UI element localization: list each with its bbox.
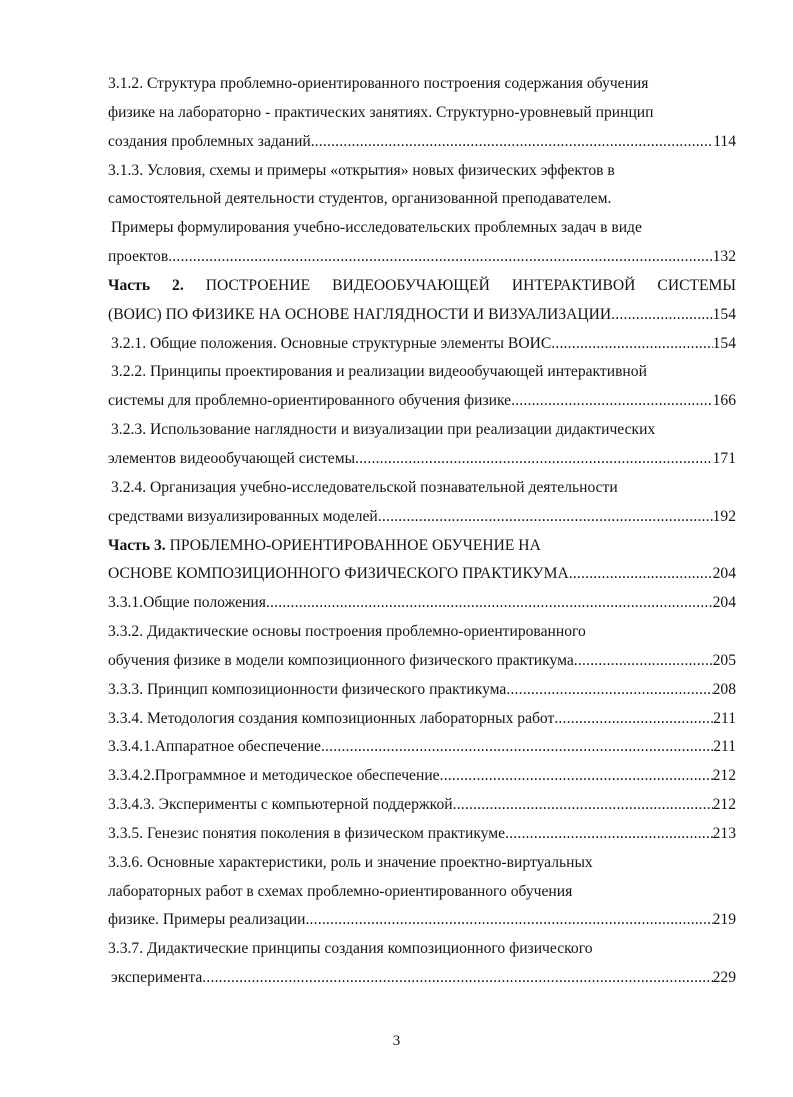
dot-leader: [506, 676, 712, 705]
dot-leader: [305, 906, 712, 935]
dot-leader: [315, 128, 714, 157]
toc-entry-3-3-6-line-1: 3.3.6. Основные характеристики, роль и значение проектно-виртуальных: [108, 853, 593, 871]
toc-entry-3-2-1-text: 3.2.1. Общие положения. Основные структурные элементы ВОИС: [111, 334, 552, 352]
dot-leader: [355, 445, 713, 474]
toc-entry-3-3-7-line-1: 3.3.7. Дидактические принципы создания композиционного физического: [108, 940, 593, 958]
dot-leader: [574, 647, 713, 676]
dot-leader: [440, 762, 713, 791]
toc-entry-3-3-4-3-page: 212: [712, 796, 736, 814]
toc-part-3-title: ПРОБЛЕМНО-ОРИЕНТИРОВАННОЕ ОБУЧЕНИЕ НА: [169, 536, 541, 554]
toc-entry-3-2-2-line-1: 3.2.2. Принципы проектирования и реализации видеообучающей интерактивной: [111, 363, 647, 381]
toc-entry-3-1-3-line-3: Примеры формулирования учебно-исследовательских проблемных задач в виде: [111, 219, 642, 237]
toc-entry-3-2-4-line-2: [108, 503, 736, 532]
dot-leader: [202, 964, 712, 993]
toc-entry-3-3-5-text: 3.3.5. Генезис понятия поколения в физическом практикуме: [108, 824, 506, 842]
toc-entry-3-3-4-3-text: 3.3.4.3. Эксперименты с компьютерной поддержкой: [108, 796, 453, 814]
toc-part-2-line-2: [108, 301, 736, 330]
toc-part-2-title-cont: (ВОИС) ПО ФИЗИКЕ НА ОСНОВЕ НАГЛЯДНОСТИ И ВИЗУАЛИЗАЦИИ: [108, 305, 612, 323]
toc-part-3-line-2: [108, 560, 736, 589]
toc-entry-3-2-4-text: средствами визуализированных моделей: [108, 507, 378, 525]
toc-entry-3-2-4-line-1: 3.2.4. Организация учебно-исследовательской познавательной деятельности: [111, 478, 618, 496]
toc-entry-3-3-4: [108, 705, 736, 734]
toc-entry-3-2-4-page: 192: [712, 507, 736, 525]
toc-part-3-title-cont: ОСНОВЕ КОМПОЗИЦИОННОГО ФИЗИЧЕСКОГО ПРАКТИКУМА: [108, 565, 569, 583]
toc-part-3-page: 204: [712, 565, 736, 583]
dot-leader: [378, 503, 713, 532]
toc-entry-3-3-4-page: 211: [713, 709, 736, 727]
toc-entry-3-3-3-page: 208: [712, 680, 736, 698]
toc-entry-3-3-5: [108, 820, 736, 849]
toc-part-2-line-1: [108, 272, 736, 301]
dot-leader: [569, 560, 713, 589]
toc-entry-3-2-1: [108, 330, 736, 359]
toc-entry-3-3-7-page: 229: [712, 969, 736, 987]
dot-leader: [551, 330, 712, 359]
toc-entry-3-3-1: [108, 589, 736, 618]
toc-part-2-title: ПОСТРОЕНИЕ ВИДЕООБУЧАЮЩЕЙ ИНТЕРАКТИВОЙ СИСТЕМЫ: [205, 276, 736, 294]
toc-entry-3-1-3-line-2: самостоятельной деятельности студентов, организованной преподавателем.: [108, 190, 612, 208]
toc-entry-3-3-7-line-2: [108, 964, 736, 993]
toc-entry-3-3-1-text: 3.3.1.Общие положения: [108, 594, 266, 612]
toc-entry-3-3-4-3: [108, 791, 736, 820]
dot-leader: [505, 820, 713, 849]
toc-entry-3-3-6-line-2: лабораторных работ в схемах проблемно-ориентированного обучения: [108, 882, 573, 900]
toc-entry-3-3-4-1: [108, 733, 736, 762]
toc-entry-3-3-3: [108, 676, 736, 705]
toc-entry-3-3-4-1-text: 3.3.4.1.Аппаратное обеспечение: [108, 738, 321, 756]
table-of-contents: [108, 70, 736, 993]
toc-entry-3-3-2-line-1: 3.3.2. Дидактические основы построения проблемно-ориентированного: [108, 623, 586, 641]
toc-entry-3-1-3-line-4: [108, 243, 736, 272]
dot-leader: [321, 733, 713, 762]
toc-entry-3-1-2-line-1: 3.1.2. Структура проблемно-ориентированного построения содержания обучения: [108, 75, 649, 92]
toc-entry-3-3-4-2-text: 3.3.4.2.Программное и методическое обеспечение: [108, 767, 440, 785]
toc-entry-3-1-2-page: 114: [713, 132, 736, 150]
toc-entry-3-3-6-text: физике. Примеры реализации: [108, 911, 306, 929]
toc-entry-3-1-3-page: 132: [712, 248, 736, 266]
toc-entry-3-2-3-line-1: 3.2.3. Использование наглядности и визуализации при реализации дидактических: [111, 421, 656, 439]
dot-leader: [168, 243, 712, 272]
toc-part-2-label: Часть 2.: [108, 276, 184, 294]
toc-entry-3-3-6-line-3: [108, 906, 736, 935]
toc-entry-3-3-4-text: 3.3.4. Методология создания композиционных лабораторных работ: [108, 709, 555, 727]
dot-leader: [266, 589, 713, 618]
toc-entry-3-2-2-line-2: [108, 387, 736, 416]
toc-entry-3-1-2-line-2: физике на лабораторно - практических занятиях. Структурно-уровневый принцип: [108, 103, 654, 121]
page-number: 3: [392, 1033, 401, 1049]
dot-leader: [554, 705, 713, 734]
toc-entry-3-3-3-text: 3.3.3. Принцип композиционности физического практикума: [108, 680, 507, 698]
toc-entry-3-3-4-2-page: 212: [712, 767, 736, 785]
toc-entry-3-3-4-2: [108, 762, 736, 791]
toc-entry-3-3-2-text: обучения физике в модели композиционного физического практикума: [108, 651, 574, 669]
toc-entry-3-3-2-page: 205: [712, 651, 736, 669]
toc-entry-3-1-2-text: создания проблемных заданий.: [108, 132, 315, 150]
toc-part-2-page: 154: [712, 305, 736, 323]
toc-entry-3-2-1-page: 154: [712, 334, 736, 352]
toc-entry-3-3-1-page: 204: [712, 594, 736, 612]
toc-entry-3-3-6-page: 219: [712, 911, 736, 929]
toc-entry-3-3-2-line-2: [108, 647, 736, 676]
toc-entry-3-1-3-text: проектов: [108, 248, 169, 266]
toc-part-3-line-1: [108, 532, 736, 561]
dot-leader: [453, 791, 713, 820]
toc-entry-3-3-4-1-page: 211: [713, 738, 736, 756]
toc-entry-3-2-3-page: 171: [712, 449, 736, 467]
toc-entry-3-2-3-line-2: [108, 445, 736, 474]
toc-entry-3-3-7-text: эксперимента: [111, 969, 203, 987]
dot-leader: [511, 387, 713, 416]
toc-entry-3-3-5-page: 213: [712, 824, 736, 842]
dot-leader: [611, 301, 712, 330]
toc-part-3-label: Часть 3.: [108, 536, 166, 554]
toc-entry-3-1-3-line-1: 3.1.3. Условия, схемы и примеры «открытия» новых физических эффектов в: [108, 161, 615, 179]
toc-entry-3-1-2-line-3: [108, 128, 736, 157]
toc-entry-3-2-2-page: 166: [712, 392, 736, 410]
toc-entry-3-2-3-text: элементов видеообучающей системы: [108, 449, 356, 467]
toc-entry-3-2-2-text: системы для проблемно-ориентированного обучения физике: [108, 392, 512, 410]
